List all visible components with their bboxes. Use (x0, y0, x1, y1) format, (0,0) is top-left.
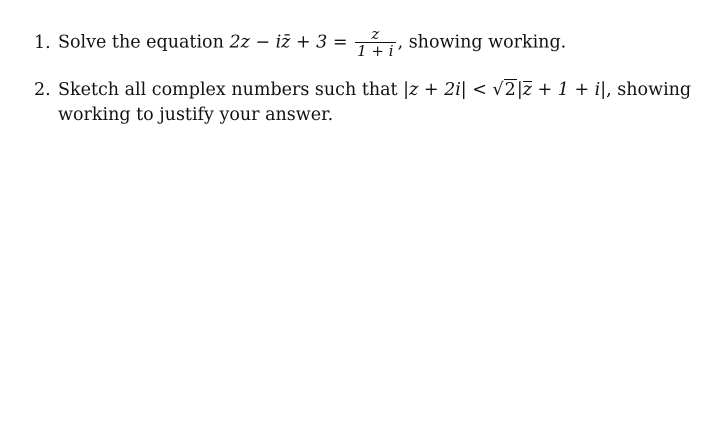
problem-1-fraction-denominator: 1 + i (357, 42, 394, 60)
problem-2 (34, 78, 694, 128)
problem-2-prefix: Sketch all complex numbers such that (58, 80, 398, 100)
problem-2-inequality-left: |z + 2i| < (403, 80, 487, 100)
problem-2-abs-open: | (516, 80, 523, 100)
problem-1-prefix: Solve the equation (58, 32, 224, 53)
problem-2-sqrt (493, 78, 517, 103)
problem-1-fraction-numerator: z (371, 25, 380, 43)
problem-1-suffix: , showing working. (397, 32, 567, 53)
sqrt-symbol: √ (492, 80, 504, 100)
problem-2-line-2: working to justify your answer. (58, 105, 334, 125)
problem-1-fraction (355, 26, 395, 60)
problem-2-inequality-right: + 1 + i| (531, 80, 607, 100)
problem-1 (34, 26, 694, 60)
problem-1-number: 1. (34, 32, 51, 53)
problem-1-equation-lhs: 2z − iz̄ + 3 = (229, 32, 348, 53)
sqrt-radicand: 2 (504, 80, 516, 100)
problem-2-zbar: z (522, 80, 532, 100)
problem-2-suffix: , showing (606, 80, 692, 100)
problem-2-number: 2. (34, 80, 51, 100)
